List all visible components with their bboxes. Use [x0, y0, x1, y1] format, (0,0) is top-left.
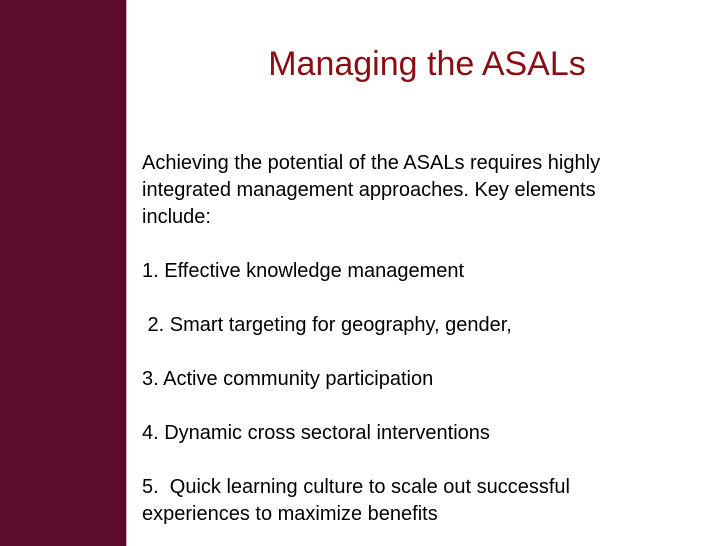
- list-item: 2. Smart targeting for geography, gender,: [142, 314, 512, 336]
- list-item: 5. Quick learning culture to scale out successful: [142, 476, 570, 498]
- list-item: 3. Active community participation: [142, 368, 434, 390]
- slide-title: Managing the ASALs: [268, 45, 586, 83]
- slide-body: [142, 150, 722, 528]
- spacer: [142, 285, 722, 312]
- spacer: [142, 393, 722, 420]
- list-item: 4. Dynamic cross sectoral interventions: [142, 422, 490, 444]
- intro-line: Achieving the potential of the ASALs requires highly: [142, 152, 601, 174]
- spacer: [142, 339, 722, 366]
- list-item-continuation: experiences to maximize benefits: [142, 503, 438, 525]
- intro-line: include:: [142, 206, 211, 228]
- side-accent-bar: [0, 0, 126, 546]
- intro-line: integrated management approaches. Key elements: [142, 179, 596, 201]
- spacer: [142, 231, 722, 258]
- spacer: [142, 447, 722, 474]
- list-item: 1. Effective knowledge management: [142, 260, 465, 282]
